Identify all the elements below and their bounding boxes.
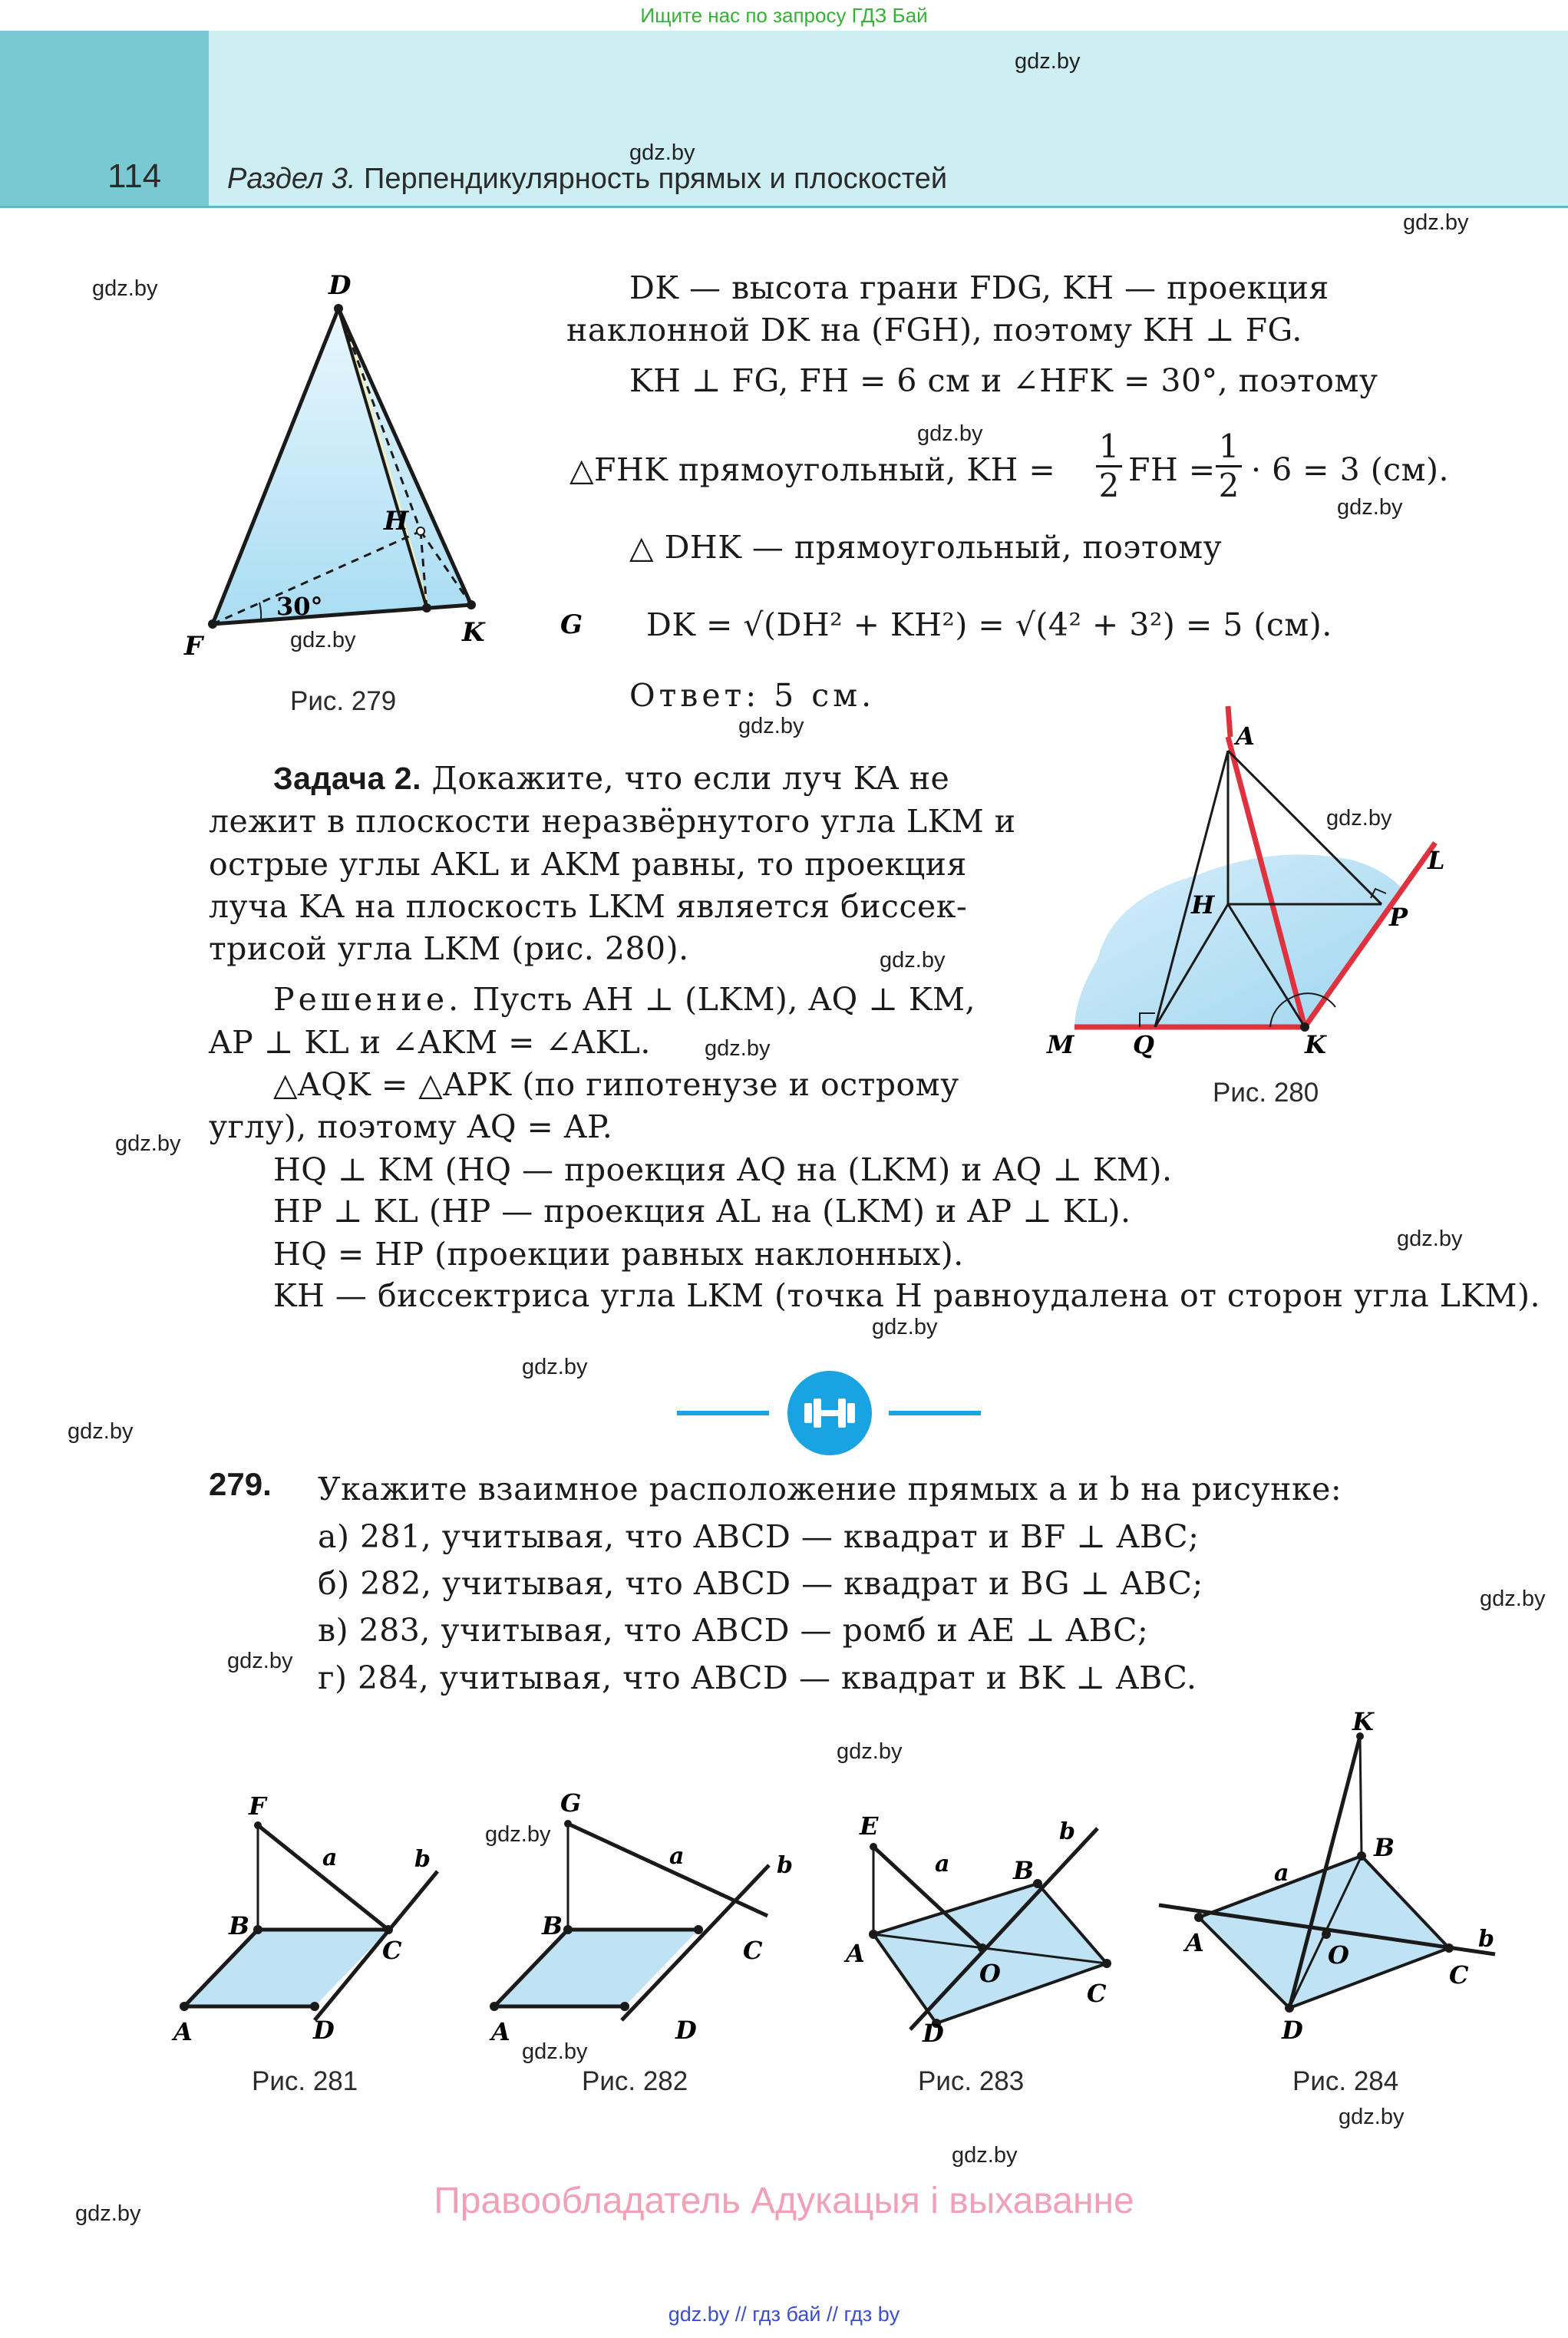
fig282-label-g: G <box>560 1788 582 1818</box>
copyright-text: Правообладатель Адукацыя і выхаванне <box>434 2181 1134 2221</box>
watermark: gdz.by <box>880 948 946 973</box>
fig283-label-c: C <box>1087 1979 1107 2008</box>
fig282-label-c: C <box>743 1936 763 1965</box>
task2-line4: луча KA на плоскость LKM является биссек- <box>209 888 968 925</box>
task2-line3: острые углы AKL и AKM равны, то проекция <box>209 846 967 883</box>
exercise-item-a: а) 281, учитывая, что ABCD — квадрат и BF ⊥ ABC; <box>318 1518 1200 1555</box>
task2-s5: HQ ⊥ KM (HQ — проекция AQ на (LKM) и AQ ⊥ KM). <box>273 1151 1173 1188</box>
fig280-label-q: Q <box>1133 1030 1154 1059</box>
task2-s6: HP ⊥ KL (HP — проекция AL на (LKM) и AP ⊥ KL). <box>273 1193 1131 1230</box>
solution1-formula: DK = √(DH² + KH²) = √(4² + 3²) = 5 (см). <box>646 606 1332 643</box>
solution-label: Решение. <box>273 981 463 1018</box>
solution1-line5: △ DHK — прямоугольный, поэтому <box>629 529 1223 566</box>
solution1-answer: Ответ: 5 см. <box>629 677 876 714</box>
task2-s8: KH — биссектриса угла LKM (точка H равноудалена от сторон угла LKM). <box>273 1277 1541 1314</box>
watermark: gdz.by <box>917 421 983 446</box>
figure-282 <box>484 1781 793 2046</box>
fraction-num: 1 <box>1098 428 1120 465</box>
fig279-label-d: D <box>328 270 352 301</box>
fig281-label-f: F <box>249 1791 266 1821</box>
fig284-label-c: C <box>1449 1960 1469 1990</box>
watermark: gdz.by <box>115 1131 181 1156</box>
task2-title: Задача 2. <box>273 761 421 796</box>
divider-right <box>889 1411 981 1415</box>
watermark: gdz.by <box>68 1419 134 1444</box>
fig284-caption: Рис. 284 <box>1292 2066 1399 2096</box>
watermark: gdz.by <box>738 714 804 738</box>
fig284-label-b: B <box>1374 1833 1395 1862</box>
fig282-label-d: D <box>675 2016 697 2045</box>
watermark: gdz.by <box>952 2143 1018 2168</box>
solution1-line2: наклонной DK на (FGH), поэтому KH ⊥ FG. <box>566 312 1302 348</box>
task2-solution-line1 <box>273 978 975 1021</box>
watermark: gdz.by <box>75 2201 141 2226</box>
header-divider <box>0 206 1568 208</box>
exercise-item-c: в) 283, учитывая, что ABCD — ромб и AE ⊥ ABC; <box>318 1612 1149 1649</box>
watermark: gdz.by <box>1326 806 1392 831</box>
divider-left <box>677 1411 769 1415</box>
task2-line1-text: Докажите, что если луч KA не <box>431 760 950 797</box>
fig283-label-a: A <box>846 1939 865 1968</box>
fig284-label-d: D <box>1282 2016 1303 2045</box>
fig281-caption: Рис. 281 <box>252 2066 358 2096</box>
fig280-label-l: L <box>1428 846 1445 875</box>
section-label: Раздел 3. <box>227 163 356 195</box>
figure-281 <box>169 1781 460 2046</box>
fig279-caption: Рис. 279 <box>290 686 397 716</box>
watermark: gdz.by <box>872 1315 938 1339</box>
watermark: gdz.by <box>1337 495 1403 520</box>
watermark: gdz.by <box>1015 49 1081 74</box>
fig281-label-c: C <box>382 1936 402 1965</box>
solution1-line3: KH ⊥ FG, FH = 6 см и ∠HFK = 30°, поэтому <box>629 362 1378 399</box>
task2-line2: лежит в плоскости неразвёрнутого угла LKM и <box>209 803 1016 840</box>
fraction-num: 1 <box>1218 428 1240 465</box>
fig281-label-a-line: a <box>322 1844 338 1871</box>
fig280-label-h: H <box>1191 890 1215 920</box>
fig280-label-k: K <box>1305 1030 1326 1059</box>
fig282-label-b: B <box>542 1911 563 1940</box>
fig282-label-a: A <box>491 2017 510 2046</box>
fig280-label-a: A <box>1236 722 1255 751</box>
fig283-caption: Рис. 283 <box>918 2066 1025 2096</box>
task2-s1: Пусть AH ⊥ (LKM), AQ ⊥ KM, <box>472 981 975 1018</box>
section-title <box>227 163 947 196</box>
watermark: gdz.by <box>485 1822 551 1847</box>
exercise-item-b: б) 282, учитывая, что ABCD — квадрат и BG ⊥ ABC; <box>318 1565 1203 1602</box>
fig281-label-b: B <box>229 1911 250 1940</box>
fig279-angle-label: 30° <box>276 592 323 621</box>
fig283-label-e: E <box>860 1811 879 1841</box>
watermark: gdz.by <box>290 628 356 652</box>
page-number: 114 <box>107 157 162 195</box>
watermark: gdz.by <box>837 1739 903 1764</box>
watermark: gdz.by <box>1397 1227 1463 1251</box>
task2-s3: △AQK = △APK (по гипотенузе и острому <box>273 1066 959 1103</box>
exercise-prompt: Укажите взаимное расположение прямых a и b на рисунке: <box>318 1471 1342 1507</box>
fig284-label-b-line: b <box>1478 1926 1494 1953</box>
fig283-label-d: D <box>923 2019 944 2048</box>
task2-line1 <box>273 757 949 800</box>
task2-s2: AP ⊥ KL и ∠AKM = ∠AKL. <box>209 1024 651 1061</box>
fig283-label-b: B <box>1013 1856 1035 1885</box>
fig281-label-b-line: b <box>414 1846 431 1873</box>
fig283-label-o: O <box>979 1959 1001 1988</box>
fig279-label-g: G <box>560 609 583 640</box>
watermark: gdz.by <box>227 1649 293 1673</box>
fig283-label-a-line: a <box>935 1851 950 1877</box>
watermark: gdz.by <box>1403 210 1469 235</box>
fig282-label-a-line: a <box>669 1843 685 1870</box>
fig280-label-m: M <box>1047 1030 1074 1059</box>
fig279-label-f: F <box>184 631 203 662</box>
fig284-label-k: K <box>1352 1707 1374 1736</box>
section-title-text: Перпендикулярность прямых и плоскостей <box>364 163 948 195</box>
task2-line5: трисой угла LKM (рис. 280). <box>209 930 689 967</box>
solution1-line4-start: △FHK прямоугольный, KH = <box>569 451 1056 488</box>
fig284-label-a: A <box>1185 1928 1204 1957</box>
figure-283 <box>837 1781 1159 2048</box>
fig282-label-b-line: b <box>777 1852 793 1879</box>
fraction-den: 2 <box>1096 465 1122 504</box>
fraction-den: 2 <box>1216 465 1242 504</box>
watermark: gdz.by <box>522 2039 588 2064</box>
fig279-label-h: H <box>384 506 409 537</box>
watermark: gdz.by <box>1339 2105 1405 2129</box>
dumbbell-icon <box>787 1371 872 1455</box>
fig284-label-o: O <box>1328 1940 1349 1970</box>
exercise-item-d: г) 284, учитывая, что ABCD — квадрат и BK ⊥ ABC. <box>318 1659 1197 1696</box>
task2-s4: углу), поэтому AQ = AP. <box>209 1108 613 1145</box>
header-accent-block <box>0 31 209 207</box>
top-banner[interactable]: Ищите нас по запросу ГДЗ Бай <box>640 4 928 27</box>
fig279-label-k: K <box>462 617 485 648</box>
watermark: gdz.by <box>92 276 158 301</box>
exercise-number: 279. <box>209 1466 272 1502</box>
figure-280 <box>1044 706 1504 1075</box>
fraction-2 <box>1216 428 1242 504</box>
task2-s7: HQ = HP (проекции равных наклонных). <box>273 1236 964 1273</box>
fig281-label-d: D <box>313 2016 335 2045</box>
fig280-label-p: P <box>1389 903 1408 932</box>
footer-links[interactable]: gdz.by // гдз бай // гдз by <box>668 2303 900 2326</box>
figure-279 <box>169 265 599 672</box>
solution1-line4-mid: FH = <box>1128 451 1216 488</box>
watermark: gdz.by <box>1480 1587 1546 1611</box>
watermark: gdz.by <box>629 140 695 165</box>
fig280-caption: Рис. 280 <box>1213 1078 1319 1108</box>
fig282-caption: Рис. 282 <box>582 2066 688 2096</box>
solution1-line1: DK — высота грани FDG, KH — проекция <box>629 269 1329 306</box>
fig283-label-b-line: b <box>1059 1818 1075 1845</box>
figure-284 <box>1151 1704 1512 2045</box>
fraction-1 <box>1096 428 1122 504</box>
watermark: gdz.by <box>522 1355 588 1379</box>
fig281-label-a: A <box>173 2017 193 2046</box>
watermark: gdz.by <box>705 1036 771 1061</box>
solution1-line4-end: · 6 = 3 (см). <box>1251 451 1450 488</box>
fig284-label-a-line: a <box>1274 1860 1289 1887</box>
